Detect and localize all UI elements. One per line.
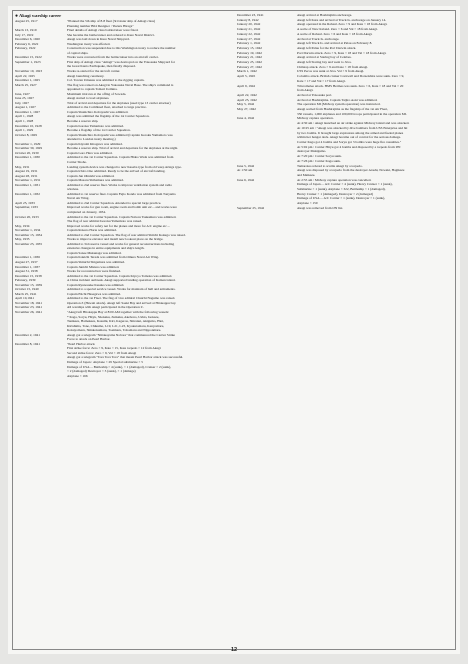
entry-text-line: from Akagi. — [297, 88, 314, 93]
timeline-entry — [237, 121, 454, 163]
entry-text-line: Akagi arrived at Hashirajima anchorage. — [297, 13, 353, 17]
entry-text-line: A sortie of New Ireland. Zero × 6 and Val × 18 from Akagi. — [297, 27, 378, 32]
entry-text-line: Second strike force: Zero × 9, Val × 18 from Akagi — [67, 350, 137, 355]
entry-description — [67, 133, 231, 142]
entry-text-line: Akagi got a telegram "Niitakayama Nobore" that commenced the Carrier Strike — [67, 332, 176, 337]
entry-text-line: Kate × 17 and Val × 17 from Akagi. — [297, 78, 346, 83]
entry-text-line: extensive changes in entire equipments and ship's length. — [67, 246, 145, 251]
entry-date: November 1, 1934 — [15, 228, 41, 233]
entry-text-line: Became a flagship of the 1st Carrier Squadron. — [67, 128, 131, 133]
entry-date: November 15, 1934 — [15, 232, 43, 237]
entry-date: December 1, 1937 — [15, 264, 40, 269]
entry-description — [67, 342, 231, 378]
entry-text-line: Captain Rokuro Horie was admitted. — [67, 228, 117, 233]
entry-text-line: and Maikaze. — [297, 172, 316, 177]
entry-date: February 6, 1922 — [15, 41, 39, 46]
entry-description — [67, 205, 231, 214]
entry-date: January 8, 1942 — [237, 17, 259, 22]
page-number: 12 — [230, 647, 238, 653]
entry-text-line: "Planned the 5th ship of 8-8 fleet (3rd sister ship of Amagi class) — [67, 19, 156, 23]
entry-text-line: Arrived at Yokosuka port. — [297, 92, 333, 97]
entry-text-line: Washington treaty was effected. — [67, 41, 111, 46]
timeline-entry — [15, 205, 231, 214]
entry-text-line: Akagi was disposed by a torpedo from the destroyer Arashi, Nowaki, Hagikaze — [297, 168, 405, 173]
entry-text-line: Akagi launching ceremony. — [67, 73, 105, 78]
timeline-entry — [237, 178, 454, 206]
entry-text-line: A sortie of Rabaul. Zero × 6 and Kate × 18 from Akagi. — [297, 31, 373, 36]
entry-date: December 15, 1938 — [15, 273, 42, 278]
entry-text-line: Construction was suspended due to this Washington treaty to reduce the number — [67, 46, 176, 51]
entry-text-line: Admitted to the 1st Fleet. The flag of vice admiral Chuichi Nagumo was raised. — [67, 296, 176, 301]
entry-text-line: Captain Junichi Mizuno was admitted. — [67, 264, 120, 269]
entry-description — [297, 84, 454, 93]
entry-text-line: Chilatap attack. Zero × 9 and Kate × 18 from Akagi. — [297, 64, 369, 69]
entry-date: December 15, 1922 — [15, 55, 42, 60]
entry-text-line: Col. Torzen Umeusu was admitted to the rigging captain. — [67, 78, 145, 83]
entry-text-line: Captain Ryunosuke Kusaka was admitted. — [67, 282, 125, 287]
entry-text-line: At 10:25 am : "Akagi was attacked by dive bombers from USS Enterprise and hit — [297, 125, 408, 130]
timeline-entry — [15, 155, 231, 164]
entry-text-line: Damage of Japan ... A/C Carrier × 4 (sunk), Heavy Cruiser × 1 (sunk), — [297, 182, 393, 187]
entry-date: May, 1935 — [15, 237, 30, 242]
entry-date: May, 1934 — [15, 223, 30, 228]
entry-date: June 5, 1942 — [237, 163, 255, 168]
entry-text-line: Naval Air Wing. — [67, 196, 90, 201]
entry-text-line: Captain Sanae Mukunaga was admitted. — [67, 250, 122, 255]
entry-description — [297, 74, 454, 83]
entry-description — [67, 46, 231, 55]
entry-text-line: Tamaroku ordered to scuttle Akagi by a torpedo. — [297, 163, 363, 168]
entry-text-line: Admitted to a special service vessel. Works for maintain of hull and armaments. — [67, 287, 176, 292]
entry-description — [297, 121, 454, 163]
entry-text-line: Midway capture operation. — [297, 116, 334, 121]
entry-date: June 25, 1927 — [15, 96, 34, 101]
entry-text-line: A China incident outbreak. Akagi supported landing operation of Kainan island. — [67, 278, 176, 283]
entry-description — [67, 183, 231, 192]
entry-date: February 25, 1942 — [237, 60, 262, 65]
entry-text-line: the Great Kanto Earthquake, then finally disposed. — [67, 64, 136, 69]
entry-text-line: Akagi sortied from Hashirajima as the flagship of the 1st Air Fleet, — [297, 107, 388, 112]
entry-text-line: Akagi got a telegram "Tora Tora Tora" that meant Pearl Harbor attack was successful. — [67, 355, 184, 360]
entry-date: April 1, 1929 — [15, 128, 34, 133]
timeline-entry — [15, 342, 231, 378]
bullet-icon: ● — [15, 14, 19, 19]
entry-text-line: Captain Masaru Shibamura was admitted. — [67, 178, 124, 183]
entry-text-line: Improved works for safety net for the planes and more for A/C engine etc ... — [67, 223, 171, 228]
entry-text-line: Works to improve elevator and install new lookout place on the bridge. — [67, 237, 164, 242]
entry-text-line: Landing system device was changed to new Kasaba type from old warp strings type. — [67, 164, 182, 169]
entry-date: April 10,1941 — [15, 296, 35, 301]
entry-text-line: Arrived at Truck Is. anchorage. — [297, 36, 340, 41]
entry-description — [297, 206, 454, 211]
entry-text-line: Kirishima, Tone, Chikuma, I-19, I-21, I-23, Kyokutomaru, Kenyomaru, — [67, 323, 165, 328]
entry-text-line: First strike force: Zero × 9, Kate × 15, Kate torpedo × 12 from Akagi — [67, 346, 161, 351]
entry-text-line: Captain Shinichi Shigemura was admitted. — [67, 259, 125, 264]
entry-text-line: Damage of USA ... A/C Carrier × 1 (sunk), Destroyer × 1 (sunk), — [297, 196, 386, 201]
entry-date: January 21, 1942 — [237, 27, 261, 32]
entry-description — [67, 333, 231, 342]
entry-description — [67, 310, 231, 333]
entry-date: March 1, 1942 — [237, 69, 257, 74]
entry-description — [297, 107, 454, 116]
entry-text-line: Akagi was laid down in Kure Naval Shipyard. — [67, 37, 130, 42]
entry-text-line: Captain Jun Ohnishi was admitted. — [67, 173, 115, 178]
entry-date: January 20, 1942 — [237, 22, 261, 27]
timeline-entry — [237, 107, 454, 116]
entry-text-line: Admitted to the Combined fleet, attached to large practice. — [67, 105, 147, 110]
entry-text-line: Admitted to 3rd reserve vessel and works for general reconstructions including — [67, 241, 175, 246]
entry-text-line: Carrier Kaga got 4 bombs and Soryu got 3 bombs were huge fire casualties." — [297, 139, 402, 144]
entry-description — [297, 168, 454, 177]
entry-text-line: Akagi was admitted the flagship of the 1st Carrier Squadron. — [67, 114, 150, 119]
entry-date: November 18, 1941 — [15, 300, 43, 305]
entry-date: August 25, 1917 — [15, 19, 38, 23]
entry-text-line: Captain Kiyoshi Kitagawa was admitted. — [67, 141, 123, 146]
entry-text-line: Akagi left Palau for the Port Darwin attack. — [297, 45, 357, 50]
entry-date: August 1, 1927 — [15, 105, 36, 110]
timeline-entry — [15, 46, 231, 55]
entry-date: March 25, 1941 — [15, 291, 37, 296]
entry-text-line: appointed to captain Tomari Uemina. — [67, 87, 118, 92]
entry-text-line: Akagi arrived at Staring bay of Celebes. — [297, 55, 352, 60]
entry-text-line: Captain Kokichi Terada was admitted from Omura Naval Air Wing. — [67, 255, 159, 260]
entry-date: November 1, 1931 — [15, 178, 41, 183]
entry-text-line: Admitted to 2nd Carrier Squadron. The flag of rear admiral Shiichi Kokugo was raised. — [67, 232, 186, 237]
timeline-entry — [15, 83, 231, 92]
entry-date: April 25, 1933 — [15, 200, 35, 205]
timeline-entry — [15, 242, 231, 251]
entry-text-line: Airplane × 166 — [67, 373, 88, 378]
entry-date: December 10, 1928 — [15, 123, 42, 128]
entry-date: November 23, 1941 — [15, 305, 43, 310]
entry-description — [67, 242, 231, 251]
entry-date: November 26, 1941 — [15, 310, 43, 314]
entry-date: March 25, 1927 — [15, 82, 37, 87]
entry-text-line: Admitted to the 1st Carrier Squadron. Captain Kiyoyo Tomoka was admitted. — [67, 273, 173, 278]
entry-text-line: At 7:20 pm : Carrier Soryu sunk. — [297, 154, 342, 159]
entry-text-line: by two bombs. It brought large explosions among the armed and fueled planes — [297, 130, 404, 135]
right-column — [237, 13, 454, 211]
entry-text-line: Operation Z (Hawaii attack). Akagi left Saeki Bay and arrived at Hitokappu bay. — [67, 300, 177, 305]
entry-date: April 22, 1925 — [15, 73, 35, 78]
entry-date: August 19, 1931 — [15, 169, 38, 174]
entry-text-line: within her hangar deck. Akagi became out of control for the serious damage. — [297, 135, 401, 140]
entry-date: October 20, 1930 — [15, 150, 39, 155]
left-column — [15, 19, 231, 378]
entry-text-line: Admitted to the 1st Carrier Squadron. Captain Hideo Wada was admitted from — [67, 155, 174, 160]
entry-date — [237, 121, 297, 163]
title-text: Akagi warship career — [18, 13, 62, 18]
entry-text-line: Captain Shunichiro Kobayashi was admitted. — [67, 109, 129, 114]
timeline-entry — [237, 168, 454, 177]
entry-date: December 1, 1925 — [15, 78, 40, 83]
entry-text-line: At 4:30 am : Akagi launched an air strike against Midway island and was attacked. — [297, 121, 410, 126]
entry-date: October 8, 1929 — [15, 132, 37, 137]
entry-date: December 1, 1927 — [15, 109, 40, 114]
entry-date: April 25, 1942 — [237, 97, 257, 102]
timeline-entry — [237, 84, 454, 93]
entry-text-line: Works for reconstruction were finished. — [67, 269, 121, 274]
entry-date: February 15, 1942 — [237, 45, 262, 50]
entry-text-line: Works were converted from the battlecruiser into an aircraft carrier. — [67, 55, 159, 60]
entry-text-line: attended to London treaty meeting.) — [67, 137, 116, 142]
entry-text-line: wireless. — [67, 187, 79, 192]
entry-text-line: completed on January, 1934. — [67, 209, 106, 214]
entry-date: November 25, 1935 — [15, 241, 43, 246]
entry-text-line: Akagi was removed from IJN list. — [297, 205, 344, 210]
entry-text-line: The flag was raised on Akagi in Yokosuka Naval Base. The ship's command is — [67, 82, 174, 87]
entry-text-line: Kokuyomaru, Shinkokumaru, Toeimaru, Tohomaru and Nipponmaru. — [67, 328, 162, 333]
entry-text-line: Became a reserve ship. — [67, 119, 99, 124]
entry-date: October 15, 1940 — [15, 287, 39, 292]
entry-text-line: Akagi left Kure and arrived at Truck Is. anchorage on January 14. — [297, 17, 387, 22]
entry-date: April 9, 1942 — [237, 83, 256, 88]
timeline-entry — [15, 19, 231, 28]
entry-date: December 2, 1941 — [15, 332, 40, 337]
entry-date: September, 1933 — [15, 205, 38, 210]
entry-text-line: × 2 (damaged) Destroyer × 3 (sunk), × 1 (damage) — [67, 369, 136, 374]
entry-date: December 1, 1930 — [15, 155, 40, 160]
entry-text-line: Captain Eiichi Hasegawa was admitted. — [67, 291, 121, 296]
entry-date: August 28, 1931 — [15, 173, 38, 178]
entry-text-line: Port Darwin attack. Zero × 9, Kate × 18 and Val × 18 from Akagi. — [297, 50, 387, 55]
entry-text-line: All warships with Akagi participated in the Operation Z. — [67, 305, 144, 310]
entry-date: August 31, 1938 — [15, 269, 38, 274]
entry-date: December 23, 1941 — [237, 13, 264, 17]
entry-date: November 30, 1929 — [15, 146, 43, 151]
entry-text-line: Akagi started to load airplanes. — [67, 96, 110, 101]
entry-date: September 1, 1923 — [15, 59, 41, 64]
timeline-entry — [15, 60, 231, 69]
entry-text-line: At 5:02 pm : Carrier Hiryu got 4 bombs and disposed by a torpedo from IJN — [297, 144, 401, 149]
entry-text-line: Admitted to 2nd reserve fleet. Works to improve ventilation system and radio — [67, 182, 172, 187]
entry-date: April 1, 1928 — [15, 114, 34, 119]
entry-date: June 4, 1942 — [237, 116, 255, 121]
entry-date: July 17, 1919 — [15, 32, 34, 37]
entry-date: June 6, 1942 — [237, 177, 255, 182]
entry-description — [67, 192, 231, 201]
entry-text-line: First ship of Amagi class "Amagi" was destroyed on the Yokosuka Shipyard for — [67, 59, 175, 64]
entry-text-line: Improved works for gun room, engine room and bomb unit etc... and works were — [67, 205, 177, 210]
entry-description — [67, 60, 231, 69]
entry-date: February, 1922 — [15, 46, 36, 51]
entry-text-line: At 7:26 pm : Carrier Kaga sunk. — [297, 158, 341, 163]
entry-date: May 27, 1942 — [237, 107, 256, 112]
entry-date: February, 1939 — [15, 278, 36, 283]
entry-text-line: At 2:55 am : Midway capture operation was cancelled. — [297, 177, 372, 182]
entry-text-line: Planning number B64 Designer : Yuzuru Hiraga" — [67, 23, 134, 28]
entry-description — [67, 155, 231, 164]
entry-text-line: Force to attack on Pearl Harbor. — [67, 337, 111, 342]
entry-date: December 1, 1931 — [15, 182, 40, 187]
entry-text-line: Final details of Amagi class battlecruiser were fixed. — [67, 28, 139, 33]
entry-text-line: Submarine × 1 (sunk), Airplane × 322, Battleship × 1 (damaged), — [297, 187, 386, 192]
timeline-entry — [15, 183, 231, 192]
entry-date: May 5, 1942 — [237, 102, 255, 107]
entry-date: July, 1927 — [15, 100, 29, 105]
entry-description — [67, 19, 231, 28]
entry-date: December 1, 1932 — [15, 191, 40, 196]
entry-date: February 19, 1942 — [237, 50, 262, 55]
entry-date: November 10, 1923 — [15, 69, 43, 74]
entry-date: April 1, 1928 — [15, 119, 34, 124]
entry-description — [297, 178, 454, 206]
entry-date: May, 1931 — [15, 164, 30, 169]
timeline-entry — [15, 333, 231, 342]
entry-date: June, 1927 — [15, 91, 30, 96]
entry-text-line: Akagi operated in the Rabaul. Zero × 9 and Kate × 18 from Akagi. — [297, 22, 388, 27]
document-page — [8, 6, 460, 654]
entry-text-line: The operation MI (Midway system operation) was instructed. — [297, 102, 381, 107]
entry-text-line: Heavy Cruiser × 1 (damaged), Destroyer × 2 (damaged) — [297, 191, 374, 196]
entry-text-line: Carrier Shoho. — [67, 159, 87, 164]
entry-text-line: 350 vessels, 1,000 airplanes and 100,000 troops participated in the operation MI. — [297, 111, 407, 116]
entry-text-line: The flag of rear admiral Isoroku Yamamoto was raised. — [67, 219, 142, 224]
entry-date: October 20, 1933 — [15, 214, 39, 219]
entry-text-line: Admitted to 2nd Carrier Squadron. Attended to special large practice. — [67, 200, 162, 205]
timeline-entry — [237, 74, 454, 83]
entry-date: December 1, 1936 — [15, 255, 40, 260]
entry-text-line: Trial of arrival and departure for the airplanes (used type 13 carrier attacker) — [67, 100, 171, 105]
timeline-entry — [15, 310, 231, 333]
entry-text-line: Admitted to the 1st Carrier Squadron. Captain Noboru Tsukamura was admitted. — [67, 214, 177, 219]
entry-text-line: destroyer Makigumo. — [297, 149, 327, 154]
entry-date: December 6, 1920 — [15, 37, 40, 42]
entry-text-line: USS Pecos was sunk at Java. Val × 9 from Akagi. — [297, 69, 365, 74]
entry-text-line: Captain Ichiro Ono admitted. Ready to be the arrived of aircraft landing. — [67, 169, 166, 174]
entry-text-line: Akagi left Staring bay and went to Java. — [297, 60, 352, 65]
timeline-entry — [237, 206, 454, 211]
entry-date: April 5, 1945 — [237, 74, 256, 79]
entry-date: February 1, 1942 — [237, 41, 261, 46]
entry-date: April 22, 1942 — [237, 92, 257, 97]
entry-text-line: "Akagi left Hitokappu Bay at 8:00 AM together with the following vessels: — [67, 310, 170, 314]
entry-date: December 8, 1941 — [15, 341, 40, 346]
entry-date: November 15, 1939 — [15, 282, 43, 287]
entry-date: At 1:50 am — [237, 168, 253, 173]
entry-text-line: Airplane × 150 — [297, 201, 318, 206]
entry-description — [67, 83, 231, 92]
entry-date: March 13, 1919 — [15, 28, 37, 33]
entry-date: January 22, 1942 — [237, 31, 261, 36]
entry-date: November 1, 1929 — [15, 141, 41, 146]
entry-text-line: Captain Isoroku Yamamoto was admitted. — [67, 123, 124, 128]
entry-text-line: She became the battlecruiser and ordered to Kure Naval District. — [67, 32, 155, 37]
entry-text-line: Damage of Japan : Airplane × 29 Special submarine × 5 — [67, 360, 143, 365]
timeline-entry — [15, 133, 231, 142]
entry-text-line: Akagi left Truck Is. and arrived at Palau on February 8. — [297, 41, 373, 46]
entry-text-line: of capital ships. — [67, 50, 89, 55]
entry-text-line: Admitted to 1st reserve fleet. Captain Fujio Kondo was admitted from Tonyama — [67, 191, 176, 196]
entry-text-line: Maximum trial run at the offing of Sowada. — [67, 91, 127, 96]
entry-date: February 21, 1942 — [237, 55, 262, 60]
entry-text-line: Arrived at Hashirajima. Captain Taijiro Aoki was admitted. — [297, 97, 378, 102]
timeline-entry — [15, 192, 231, 201]
entry-date: February 27, 1942 — [237, 64, 262, 69]
entry-text-line: Trincomalee attack. HMS Hermes was sunk. Zero × 6, Kate × 18 and Val × 20 — [297, 83, 404, 88]
entry-text-line: "Pearl Harbor attack — [67, 341, 95, 346]
entry-text-line: Tanikaze, Hamakaze, Kasumi, Kiri, Kagerou, Shiranui, Akigumo, Hiei, — [67, 319, 164, 324]
entry-text-line: Works re-started for the aircraft carrier. — [67, 69, 121, 74]
entry-text-line: * Kaga, Soryu, Hiryu, Shokaku, Zuikaku, Akebono, Ushio, Isokaze, — [67, 314, 160, 319]
entry-text-line: Colombo attack. British cruiser Cornwall and Dorsetshire were sunk. Zero × 9, — [297, 74, 405, 79]
entry-date: September 25, 1942 — [237, 205, 265, 210]
entry-date: August 27, 1937 — [15, 259, 38, 264]
entry-date: January 27, 1942 — [237, 36, 261, 41]
entry-text-line: Damage of USA ... Battleship × 4 (sunk), × 1 (damaged), Cruiser × 2 (sunk), — [67, 364, 172, 369]
entry-text-line: Captain Shunichiro Kobayashi was admitted (Captain Isoroku Yamamoto was — [67, 132, 173, 137]
entry-text-line: Captain Goro Hara was admitted. — [67, 150, 113, 155]
entry-text-line: Became a reserve ship. Trial of arrival and departure for the airplanes at the night. — [67, 146, 179, 151]
